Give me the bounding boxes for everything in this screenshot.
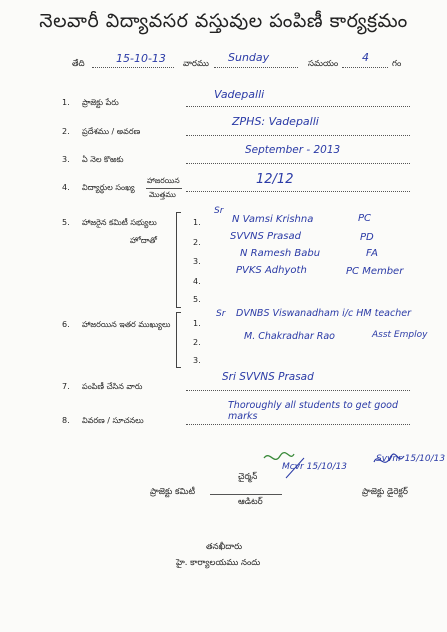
member-number: 3. (193, 257, 201, 266)
other-name: M. Chakradhar Rao (244, 331, 335, 342)
director-signature-text: Svvnr 15/10/13 (376, 454, 446, 464)
member-prefix: Sr (214, 206, 224, 216)
month-label: ఏ నెల కొఱకు (82, 155, 124, 164)
total-label: మొత్తము (149, 190, 176, 199)
time-unit: గం (392, 59, 402, 69)
row-number: 1. (62, 98, 70, 107)
form-title: నెలవారీ విద్యావసర వస్తువుల పంపిణీ కార్యక్రమం (39, 10, 408, 32)
chairman-label: చైర్మన్ (238, 472, 258, 482)
bracket (176, 212, 181, 308)
member-role: FA (366, 248, 379, 259)
date-value: 15-10-13 (116, 52, 166, 65)
director-label: ప్రాజెక్టు డైరెక్టర్ (362, 487, 408, 497)
row-number: 5. (62, 218, 70, 227)
location-value: ZPHS: Vadepalli (232, 115, 319, 128)
fraction-line (146, 188, 182, 189)
others-label: హాజరయిన ఇతర ముఖ్యులు (82, 320, 171, 329)
committee-sign-label: ప్రాజెక్టు కమిటీ (150, 487, 196, 497)
office-label: హై. కార్యాలయము నందు (176, 558, 261, 568)
month-value: September - 2013 (245, 144, 341, 156)
row-line (186, 163, 410, 164)
member-role: PC (358, 213, 372, 224)
other-number: 1. (193, 319, 201, 328)
committee-label: హాజరైన కమిటీ సభ్యులు (82, 218, 157, 227)
row-line (186, 106, 410, 107)
row-number: 2. (62, 127, 70, 136)
other-name: DVNBS Viswanadham i/c HM teacher (236, 308, 411, 319)
date-line (92, 67, 174, 68)
row-number: 4. (62, 183, 70, 192)
designation-label: హోదాతో (130, 236, 157, 245)
day-label: వారము (183, 59, 209, 69)
member-number: 2. (193, 238, 201, 247)
time-line (342, 67, 388, 68)
member-name: PVKS Adhyoth (236, 265, 307, 276)
member-number: 4. (193, 277, 201, 286)
bracket (176, 312, 181, 368)
member-role: PC Member (346, 266, 404, 277)
project-name-value: Vadepalli (214, 88, 265, 101)
member-number: 5. (193, 295, 201, 304)
day-value: Sunday (228, 51, 270, 64)
time-value: 4 (362, 51, 369, 64)
other-number: 2. (193, 338, 201, 347)
sign-divider (210, 494, 282, 495)
other-number: 3. (193, 356, 201, 365)
member-name: SVVNS Prasad (230, 231, 301, 242)
inspector-label: తనఖీదారు (206, 542, 243, 552)
students-value: 12/12 (256, 172, 294, 187)
distributed-by-value: Sri SVVNS Prasad (222, 371, 314, 383)
row-number: 6. (62, 320, 70, 329)
row-line (186, 390, 410, 391)
chairman-signature-text: Mcvr 15/10/13 (282, 462, 348, 472)
day-line (214, 67, 298, 68)
row-line (186, 135, 410, 136)
project-name-label: ప్రాజెక్టు పేరు (82, 98, 119, 107)
row-number: 7. (62, 382, 70, 391)
students-label: విద్యార్థుల సంఖ్య (82, 183, 135, 192)
row-number: 8. (62, 416, 70, 425)
member-name: N Ramesh Babu (240, 248, 321, 259)
member-name: N Vamsi Krishna (232, 214, 314, 225)
auditor-label: ఆడిటర్ (238, 497, 263, 507)
row-line (186, 424, 410, 425)
remarks-value: Thoroughly all students to get good marks (228, 400, 398, 422)
row-line (186, 191, 410, 192)
remarks-label: వివరణ / సూచనలు (82, 416, 144, 425)
other-extra: Asst Employ (372, 330, 428, 340)
distributed-by-label: పంపిణీ చేసిన వారు (82, 382, 143, 391)
other-prefix: Sr (216, 309, 226, 319)
time-label: సమయం (308, 59, 339, 69)
member-role: PD (360, 232, 374, 243)
member-number: 1. (193, 218, 201, 227)
location-label: ప్రదేశము / అవరణ (82, 127, 141, 136)
present-label: హాజరయిన (147, 176, 180, 185)
date-label: తేది (72, 59, 85, 69)
row-number: 3. (62, 155, 70, 164)
